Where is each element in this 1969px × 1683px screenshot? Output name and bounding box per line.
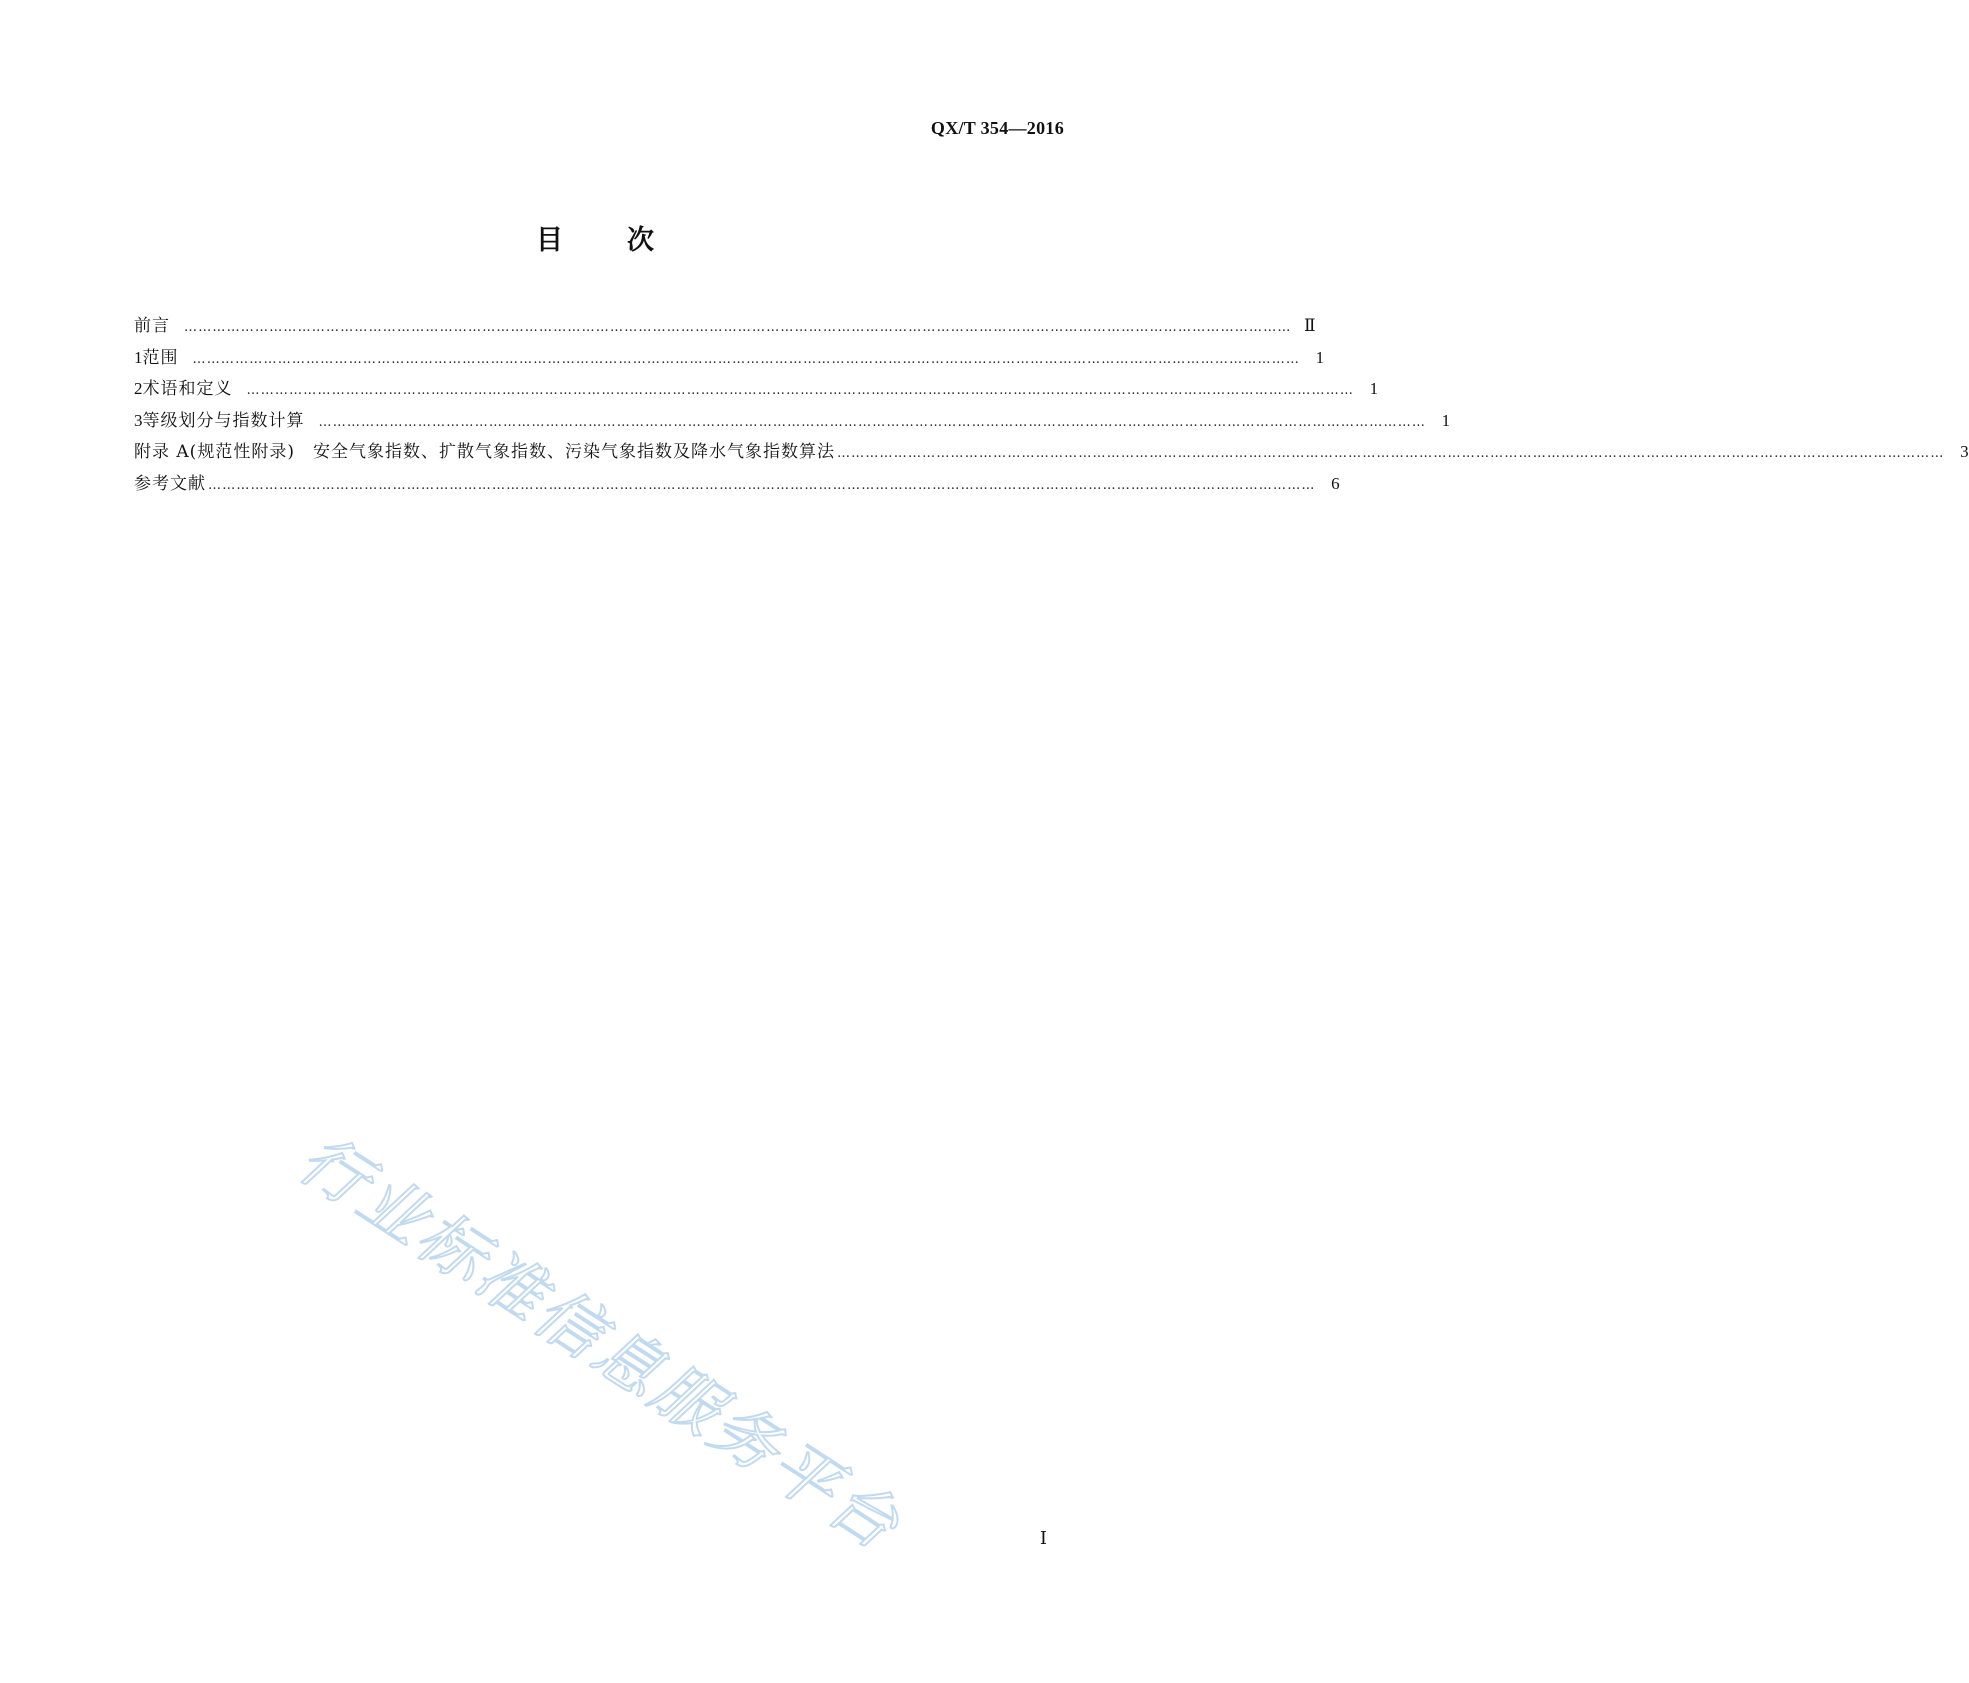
toc-entry-page: 3 [1960, 442, 1969, 462]
title-part-1: 目 [536, 225, 563, 256]
page-number: Ⅰ [1039, 1528, 1047, 1548]
toc-entry-number: 2 [134, 379, 143, 399]
toc-entry-grading[interactable] [134, 406, 1451, 438]
toc-leader-dots: ……………………………………………………………………………………………………………………………………………………………………………………………………………… [184, 320, 1292, 335]
toc-entry-label: 术语和定义 [142, 379, 233, 400]
toc-leader-dots: ……………………………………………………………………………………………………………………………………………………………………………………………………………… [246, 383, 1355, 399]
toc-entry-label: 附录 A(规范性附录) 安全气象指数、扩散气象指数、污染气象指数及降水气象指数算法 [134, 442, 835, 463]
table-of-contents [134, 311, 1969, 501]
toc-entry-page: 1 [1369, 379, 1379, 399]
toc-entry-number: 1 [134, 347, 143, 367]
toc-leader-dots: ……………………………………………………………………………………………………………………………………………………………………………………………………………… [836, 446, 1945, 462]
toc-entry-appendix-a[interactable] [134, 437, 1969, 469]
toc-entry-scope[interactable] [134, 343, 1325, 375]
toc-entry-page: Ⅱ [1304, 316, 1316, 335]
toc-entry-label: 范围 [142, 347, 179, 368]
toc-entry-page: 6 [1331, 473, 1340, 493]
toc-entry-foreword[interactable] [134, 311, 1316, 343]
toc-leader-dots: ……………………………………………………………………………………………………………………………………………………………………………………………………………… [318, 414, 1427, 430]
document-code: QX/T 354—2016 [930, 118, 1064, 138]
toc-entry-number: 3 [134, 410, 143, 430]
page-title [0, 218, 1190, 257]
toc-leader-dots: ……………………………………………………………………………………………………………………………………………………………………………………………………………… [192, 351, 1301, 367]
toc-entry-label: 等级划分与指数计算 [142, 410, 305, 431]
watermark: 行业标准信息服务平台 [285, 1120, 915, 1567]
toc-entry-label: 参考文献 [134, 473, 206, 494]
toc-leader-dots: ……………………………………………………………………………………………………………………………………………………………………………………………………………… [208, 477, 1316, 493]
toc-entry-terms[interactable] [134, 374, 1379, 406]
toc-entry-label: 前言 [134, 316, 170, 336]
toc-entry-page: 1 [1315, 347, 1325, 367]
title-part-2: 次 [627, 225, 654, 256]
toc-entry-references[interactable] [134, 469, 1340, 501]
toc-entry-page: 1 [1441, 410, 1451, 430]
